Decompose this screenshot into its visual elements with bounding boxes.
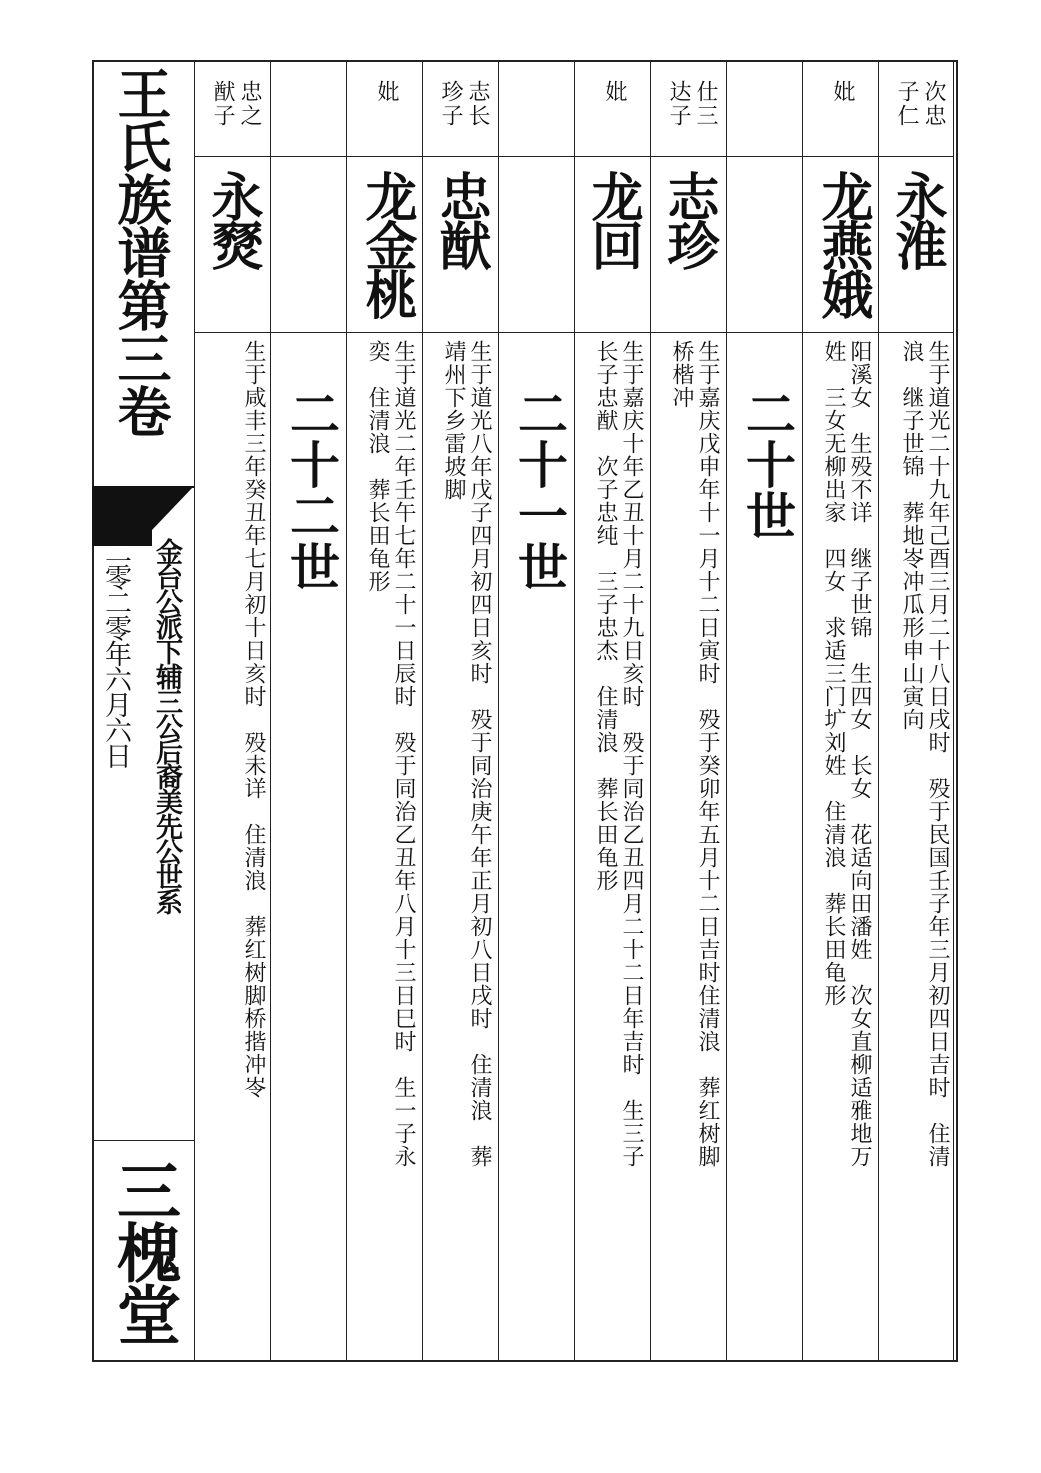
- row-divider: [194, 156, 954, 157]
- column-divider: [194, 60, 195, 1362]
- generation-heading: 二十二世: [282, 388, 341, 592]
- biography-text: 生于道光二年壬午七年二十一日辰时 殁于同治乙丑年八月十三日巳时 生一子永 奕 住清浪 葬长田龟形: [365, 340, 416, 1168]
- relation-label: 妣: [830, 80, 855, 104]
- person-name: 龙回: [582, 170, 643, 268]
- person-name: 永燹: [202, 170, 263, 268]
- row-divider: [194, 332, 954, 333]
- generation-heading: 二十一世: [510, 388, 569, 592]
- biography-text: 生于嘉庆十年乙丑十月二十九日亥时 殁于同治乙丑四月二十二日年吉时 生三子 长子忠猷 次子忠纯 三子忠杰 住清浪 葬长田龟形: [593, 340, 644, 1168]
- person-name: 志珍: [658, 170, 719, 268]
- person-name: 忠猷: [430, 170, 491, 268]
- person-name: 永淮: [886, 170, 947, 268]
- relation-label: 志长 珍子: [438, 80, 490, 128]
- relation-label: 忠之 猷子: [210, 80, 262, 128]
- hall-name: 三槐堂: [106, 1158, 181, 1344]
- column-divider: [802, 60, 803, 1362]
- lineage-subtitle: 金台公派下辅三公后裔美先公世系: [151, 538, 182, 913]
- generation-heading: 二十世: [738, 388, 797, 541]
- sidebar-divider: [92, 1140, 194, 1141]
- book-title: 王氏族谱第三卷: [109, 66, 173, 437]
- relation-label: 妣: [374, 80, 399, 104]
- column-divider: [270, 60, 271, 1362]
- relation-label: 仕三 达子: [666, 80, 718, 128]
- biography-text: 生于咸丰三年癸丑年七月初十日亥时 殁未详 住清浪 葬红树脚桥揩冲岺: [241, 340, 266, 1099]
- biography-text: 阳溪女 生殁不详 继子世锦 生四女 长女 花适向田潘姓 次女直柳适雅地万 姓 三女无柳出家 四女 求适三门圹刘姓 住清浪 葬长田龟形: [821, 340, 872, 1168]
- biography-text: 生于嘉庆戊申年十一月十二日寅时 殁于癸卯年五月十二日吉时住清浪 葬红树脚 桥楷冲: [669, 340, 720, 1168]
- column-divider: [726, 60, 727, 1362]
- compile-date: 二零二零年六月六日: [100, 538, 131, 768]
- frame-double-border: [953, 60, 958, 1362]
- biography-text: 生于道光二十九年己酉三月二十八日戌时 殁于民国壬子年三月初四日吉时 住清 浪 继子世锦 葬地岺冲瓜形申山寅向: [899, 340, 950, 1168]
- person-name: 龙燕娥: [812, 170, 873, 317]
- biography-text: 生于道光八年戊子四月初四日亥时 殁于同治庚午年正月初八日戌时 住清浪 葬 靖州下乡雷坡脚: [441, 340, 492, 1168]
- banner-ornament: [92, 486, 194, 546]
- person-name: 龙金桃: [356, 170, 417, 317]
- column-divider: [650, 60, 651, 1362]
- column-divider: [574, 60, 575, 1362]
- relation-label: 妣: [602, 80, 627, 104]
- column-divider: [878, 60, 879, 1362]
- column-divider: [422, 60, 423, 1362]
- column-divider: [346, 60, 347, 1362]
- column-divider: [498, 60, 499, 1362]
- relation-label: 次忠 子仁: [894, 80, 946, 128]
